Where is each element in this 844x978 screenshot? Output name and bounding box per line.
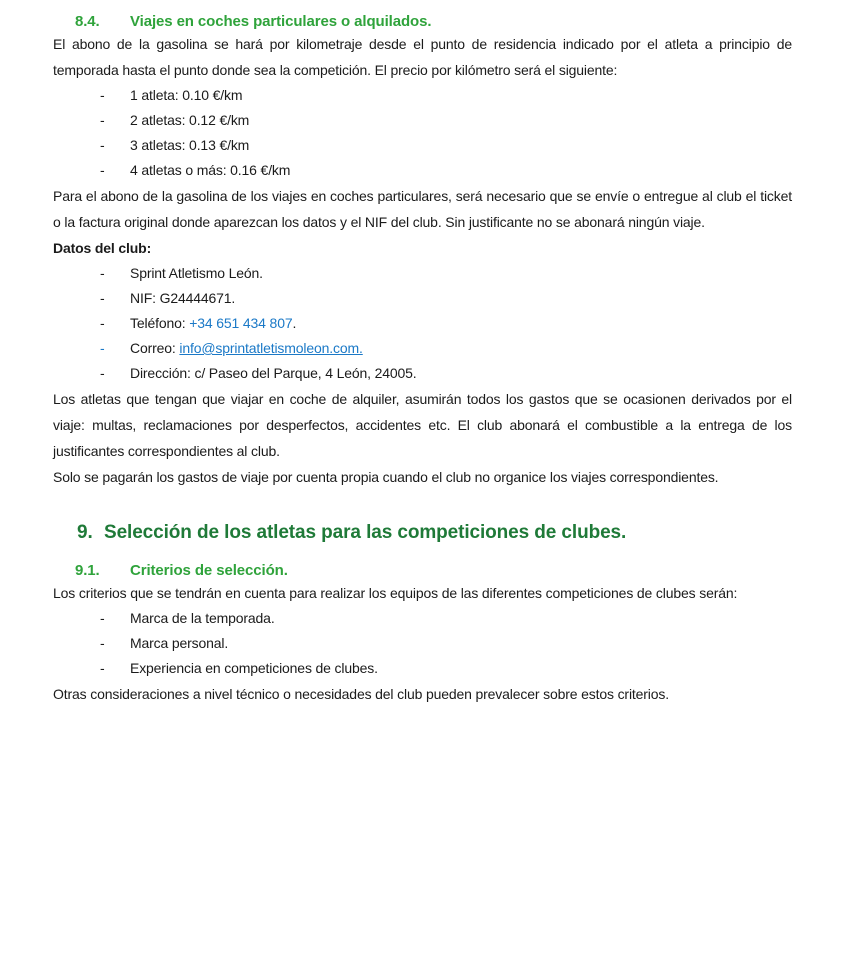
paragraph-fuel-payment: El abono de la gasolina se hará por kilometraje desde el punto de residencia indicado por el atleta a principio de temporada hasta el punto donde sea la competición. El precio por kilómetro será el siguiente: xyxy=(53,36,792,78)
dash-bullet: - xyxy=(100,112,105,128)
club-phone-line xyxy=(130,311,792,336)
dash-bullet: - xyxy=(100,660,105,676)
dash-bullet: - xyxy=(100,87,105,103)
dash-bullet: - xyxy=(100,635,105,651)
list-item xyxy=(53,311,792,336)
list-item xyxy=(53,631,792,656)
list-item xyxy=(53,261,792,286)
list-item xyxy=(53,133,792,158)
club-data-title: Datos del club: xyxy=(53,240,152,256)
heading-8-4-title: Viajes en coches particulares o alquilados. xyxy=(130,13,432,30)
list-item xyxy=(53,108,792,133)
club-nif: NIF: G24444671. xyxy=(130,290,236,306)
criterion-season-mark: Marca de la temporada. xyxy=(130,610,275,626)
club-name: Sprint Atletismo León. xyxy=(130,265,263,281)
list-item xyxy=(53,286,792,311)
dash-bullet: - xyxy=(100,162,105,178)
heading-9-1-number: 9.1. xyxy=(75,562,100,579)
list-item xyxy=(53,83,792,108)
criterion-experience: Experiencia en competiciones de clubes. xyxy=(130,660,378,676)
heading-9-title: Selección de los atletas para las competiciones de clubes. xyxy=(104,522,627,543)
heading-9 xyxy=(53,519,792,546)
list-item xyxy=(53,158,792,183)
rates-list xyxy=(53,83,792,183)
list-item xyxy=(53,336,792,361)
dash-bullet: - xyxy=(100,610,105,626)
club-address: Dirección: c/ Paseo del Parque, 4 León, 24005. xyxy=(130,365,417,381)
club-email-label: Correo: xyxy=(130,340,180,356)
club-email-line xyxy=(130,336,792,361)
rate-2-athletes: 2 atletas: 0.12 €/km xyxy=(130,112,250,128)
dash-bullet: - xyxy=(100,137,105,153)
rate-4-athletes: 4 atletas o más: 0.16 €/km xyxy=(130,162,291,178)
heading-8-4 xyxy=(53,12,792,31)
criterion-personal-mark: Marca personal. xyxy=(130,635,229,651)
criteria-list xyxy=(53,606,792,681)
club-phone-label: Teléfono: xyxy=(130,315,190,331)
club-data-list xyxy=(53,261,792,386)
dash-bullet: - xyxy=(100,315,105,331)
dash-bullet: - xyxy=(100,340,105,356)
list-item xyxy=(53,656,792,681)
paragraph-other-considerations: Otras consideraciones a nivel técnico o necesidades del club pueden prevalecer sobre estos criterios. xyxy=(53,686,669,702)
paragraph-receipt-required: Para el abono de la gasolina de los viajes en coches particulares, será necesario que se envíe o entregue al club el ticket o la factura original donde aparezcan los datos y el NIF del club. Sin justificante no se abonará ningún viaje. xyxy=(53,188,792,230)
phone-link[interactable]: +34 651 434 807 xyxy=(189,315,293,331)
paragraph-rental-cars: Los atletas que tengan que viajar en coche de alquiler, asumirán todos los gastos que se ocasionen derivados por el viaje: multas, reclamaciones por desperfectos, accidentes etc. El club abonará el combustible a la entrega de los justificantes correspondientes al club. xyxy=(53,391,792,459)
heading-9-1 xyxy=(53,561,792,580)
rate-1-athlete: 1 atleta: 0.10 €/km xyxy=(130,87,243,103)
document-content xyxy=(0,12,844,707)
heading-8-4-number: 8.4. xyxy=(75,13,100,30)
list-item xyxy=(53,361,792,386)
paragraph-own-expenses: Solo se pagarán los gastos de viaje por cuenta propia cuando el club no organice los viajes correspondientes. xyxy=(53,469,719,485)
heading-9-1-title: Criterios de selección. xyxy=(130,562,288,579)
paragraph-selection-criteria-intro: Los criterios que se tendrán en cuenta para realizar los equipos de las diferentes competiciones de clubes serán: xyxy=(53,585,738,601)
heading-9-number: 9. xyxy=(77,522,93,543)
email-link[interactable]: info@sprintatletismoleon.com. xyxy=(179,340,363,356)
rate-3-athletes: 3 atletas: 0.13 €/km xyxy=(130,137,250,153)
dash-bullet: - xyxy=(100,265,105,281)
dash-bullet: - xyxy=(100,365,105,381)
dash-bullet: - xyxy=(100,290,105,306)
club-phone-period: . xyxy=(292,315,297,331)
list-item xyxy=(53,606,792,631)
